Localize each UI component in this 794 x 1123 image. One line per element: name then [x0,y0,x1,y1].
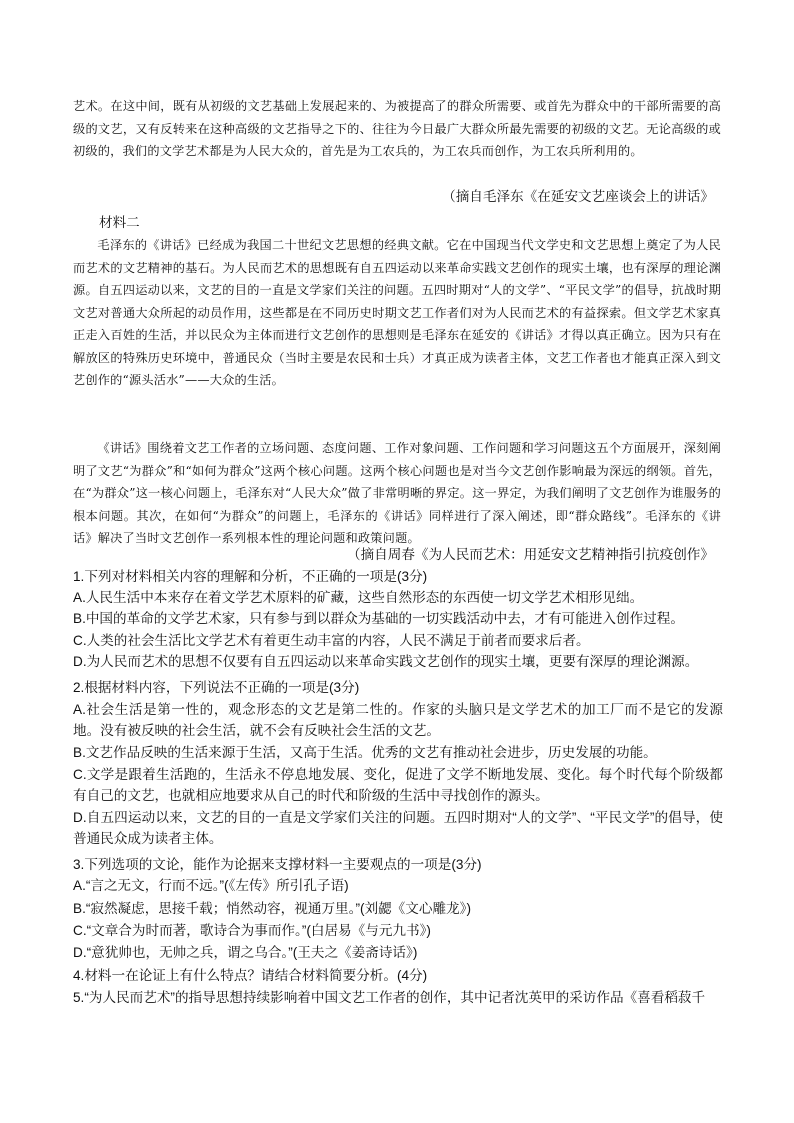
material1-paragraph: 艺术。在这中间，既有从初级的文艺基础上发展起来的、为被提高了的群众所需要、或首先为群众中的干部所需要的高级的文艺，又有反转来在这种高级的文艺指导之下的、往往为今日最广大群众所最先需要的初级的文艺。无论高级的或初级的，我们的文学艺术都是为人民大众的，首先是为工农兵的，为工农兵而创作，为工农兵所利用的。 [73,99,721,158]
question-3-option-b: B.“寂然凝虑，思接千载；悄然动容，视通万里。”(刘勰《文心雕龙》) [73,901,471,916]
question-1-option-c: C.人类的社会生活比文学艺术有着更生动丰富的内容，人民不满足于前者而要求后者。 [73,633,590,648]
question-2-option-c: C.文学是跟着生活跑的，生活永不停息地发展、变化，促进了文学不断地发展、变化。每个时代每个阶级都有自己的文艺，也就相应地要求从自己的时代和阶级的生活中寻找创作的源头。 [73,767,723,804]
question-1-option-b: B.中国的革命的文学艺术家，只有参与到以群众为基础的一切实践活动中去，才有可能进入创作过程。 [73,611,684,626]
question-2-option-a: A.社会生活是第一性的，观念形态的文艺是第二性的。作家的头脑只是文学艺术的加工厂而不是它的发源地。没有被反映的社会生活，就不会有反映社会生活的文艺。 [73,702,723,739]
question-1-option-d: D.为人民而艺术的思想不仅要有自五四运动以来革命实践文艺创作的现实土壤，更要有深厚的理论渊源。 [73,654,699,669]
question-3-option-d: D.“意犹帅也，无帅之兵，谓之乌合。”(王夫之《姜斋诗话》) [73,945,418,960]
question-3-stem: 3.下列选项的文论，能作为论据来支撑材料一主要观点的一项是(3分) [73,857,482,872]
material2-source: （摘自周春《为人民而艺术：用延安文艺精神指引抗疫创作》 [346,547,714,562]
material2-heading: 材料二 [99,215,140,230]
question-1-option-a: A.人民生活中本来存在着文学艺术原料的矿藏，这些自然形态的东西使一切文学艺术相形见绌。 [73,590,644,605]
question-3-option-a: A.“言之无文，行而不远。”(《左传》所引孔子语) [73,878,349,893]
question-3-option-c: C.“文章合为时而著，歌诗合为事而作。”(白居易《与元九书》) [73,923,431,938]
material2-paragraph-1: 毛泽东的《讲话》已经成为我国二十世纪文艺思想的经典文献。它在中国现当代文学史和文艺思想上奠定了为人民而艺术的文艺精神的基石。为人民而艺术的思想既有自五四运动以来革命实践文艺创作的现实土壤，也有深厚的理论渊源。自五四运动以来，文艺的目的一直是文学家们关注的问题。五四时期对“人的文学”、“平民文学”的倡导，抗战时期文艺对普通大众所起的动员作用，这些都是在不同历史时期文艺工作者们对为人民而艺术的有益探索。但文学艺术家真正走入百姓的生活，并以民众为主体而进行文艺创作的思想则是毛泽东在延安的《讲话》才得以真正确立。因为只有在解放区的特殊历史环境中，普通民众（当时主要是农民和士兵）才真正成为读者主体，文艺工作者也才能真正深入到文艺创作的“源头活水”——大众的生活。 [73,238,721,387]
material2-paragraph-2: 《讲话》围绕着文艺工作者的立场问题、态度问题、工作对象问题、工作问题和学习问题这五个方面展开，深刻阐明了文艺“为群众”和“如何为群众”这两个核心问题。这两个核心问题也是对当今文艺创作影响最为深远的纲领。首先，在“为群众”这一核心问题上，毛泽东对“人民大众”做了非常明晰的界定。这一界定，为我们阐明了文艺创作为谁服务的根本问题。其次，在如何“为群众”的问题上，毛泽东的《讲话》同样进行了深入阐述，即“群众路线”。毛泽东的《讲话》解决了当时文艺创作一系列根本性的理论问题和政策问题。 [73,441,721,545]
question-2-option-d: D.自五四运动以来，文艺的目的一直是文学家们关注的问题。五四时期对“人的文学”、“平民文学”的倡导，使普通民众成为读者主体。 [73,810,723,847]
question-1-stem: 1.下列对材料相关内容的理解和分析，不正确的一项是(3分) [73,569,428,584]
question-5-stem: 5.“为人民而艺术”的指导思想持续影响着中国文艺工作者的创作，其中记者沈英甲的采访作品《喜看稻菽千 [73,990,706,1005]
material1-source: （摘自毛泽东《在延安文艺座谈会上的讲话》 [442,189,714,204]
question-4-stem: 4.材料一在论证上有什么特点？请结合材料简要分析。(4分) [73,968,428,983]
question-2-option-b: B.文艺作品反映的生活来源于生活，又高于生活。优秀的文艺有推动社会进步，历史发展的功能。 [73,745,657,760]
question-2-stem: 2.根据材料内容，下列说法不正确的一项是(3分) [73,680,360,695]
